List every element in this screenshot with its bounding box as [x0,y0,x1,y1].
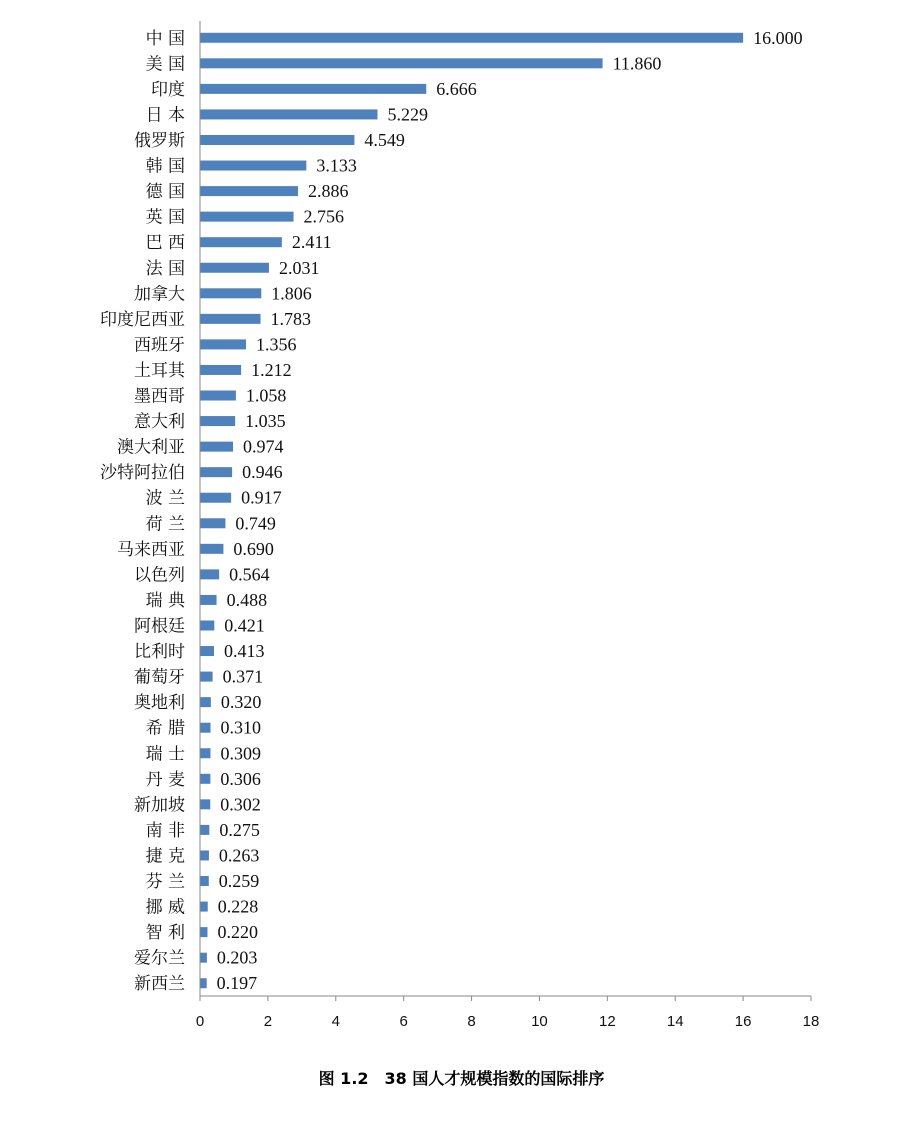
bar [200,212,294,222]
x-axis-ticks [196,996,820,1030]
bar [200,850,209,860]
category-label: 以色列 [134,565,185,586]
bar [200,544,223,554]
value-label: 1.806 [271,283,312,304]
category-label: 希 腊 [145,718,185,739]
bar [200,672,213,682]
x-tick-label: 12 [598,1013,616,1030]
category-label: 澳大利亚 [117,437,185,458]
category-label: 爱尔兰 [134,948,185,969]
bar [200,416,235,426]
bars-group [200,33,743,988]
value-label: 1.356 [256,334,297,355]
category-label: 新西兰 [134,974,185,995]
category-label: 南 非 [145,820,185,841]
category-label: 中 国 [145,28,185,49]
category-label: 沙特阿拉伯 [100,463,185,484]
value-label: 0.306 [220,768,261,789]
value-label: 0.203 [216,947,258,968]
x-tick-label: 14 [666,1013,684,1030]
value-label: 16.000 [753,27,803,48]
category-label: 挪 威 [145,897,185,918]
value-label: 0.974 [243,436,284,457]
bar [200,314,261,324]
value-label: 0.310 [220,717,262,738]
x-tick-label: 16 [734,1013,752,1030]
value-label: 0.309 [220,743,261,764]
bar [200,84,426,94]
x-tick-label: 18 [802,1013,820,1030]
category-label: 葡萄牙 [134,667,185,688]
category-label: 法 国 [145,258,185,279]
category-label: 巴 西 [145,233,185,254]
category-label: 印度 [151,79,185,100]
figure-caption: 图 1.2 38 国人才规模指数的国际排序 [318,1069,605,1088]
bar [200,365,241,375]
category-label: 西班牙 [134,335,185,356]
category-label: 加拿大 [134,284,185,305]
value-label: 1.783 [270,308,312,329]
bar [200,391,236,401]
category-label: 阿根廷 [134,616,185,637]
category-label: 德 国 [145,182,185,203]
category-label: 俄罗斯 [134,130,185,151]
value-label: 0.421 [224,615,265,636]
value-label: 1.058 [245,385,287,406]
category-label: 比利时 [134,642,185,663]
bar [200,58,603,68]
category-label: 波 兰 [145,488,185,509]
bar [200,902,208,912]
bar [200,493,231,503]
category-label: 智 利 [145,923,185,944]
bar [200,288,261,298]
value-label: 0.946 [242,462,283,483]
value-label: 6.666 [436,78,477,99]
bar [200,135,354,145]
bar [200,799,210,809]
bar [200,978,207,988]
category-labels [100,29,186,994]
value-label: 11.860 [612,53,662,74]
category-label: 芬 兰 [145,872,185,893]
x-tick-label: 6 [399,1013,408,1030]
value-label: 0.413 [224,641,265,662]
bar [200,748,210,758]
category-label: 土耳其 [134,360,185,381]
category-label: 捷 克 [145,846,185,867]
bar [200,442,233,452]
value-label: 1.212 [251,359,292,380]
category-label: 墨西哥 [134,386,185,407]
category-label: 丹 麦 [145,769,185,790]
bar [200,263,269,273]
value-label: 0.259 [218,871,260,892]
bar [200,953,207,963]
x-tick-label: 4 [331,1013,340,1030]
bar [200,697,211,707]
category-label: 印度尼西亚 [100,309,185,330]
bar [200,467,232,477]
bar [200,927,207,937]
x-tick-label: 0 [195,1013,205,1030]
value-label: 0.371 [222,666,264,687]
category-label: 日 本 [145,105,185,126]
value-label: 5.229 [387,104,428,125]
category-label: 新加坡 [134,795,185,816]
value-labels [217,28,803,993]
bar [200,774,210,784]
value-label: 2.031 [278,257,320,278]
category-label: 马来西亚 [117,539,185,560]
bar [200,876,209,886]
value-label: 0.228 [217,896,259,917]
value-label: 0.275 [219,819,260,840]
category-label: 瑞 典 [145,590,185,611]
value-label: 0.690 [233,538,274,559]
bar [200,620,214,630]
bar [200,825,209,835]
value-label: 2.411 [291,232,332,253]
x-tick-label: 8 [467,1013,476,1030]
category-label: 英 国 [145,207,185,228]
value-label: 4.549 [364,129,405,150]
bar [200,595,217,605]
x-tick-label: 2 [263,1013,273,1030]
value-label: 0.749 [235,513,276,534]
category-label: 韩 国 [145,156,185,177]
category-label: 美 国 [145,54,185,75]
bar [200,161,306,171]
value-label: 0.564 [229,564,270,585]
x-tick-label: 10 [531,1013,548,1030]
value-label: 2.756 [303,206,345,227]
bar [200,237,282,247]
value-label: 0.220 [217,922,258,943]
category-label: 瑞 士 [145,744,185,765]
bar [200,569,219,579]
value-label: 3.133 [316,155,357,176]
bar [200,33,743,43]
bar [200,109,377,119]
value-label: 0.263 [218,845,260,866]
bar [200,723,211,733]
value-label: 0.302 [220,794,261,815]
value-label: 1.035 [245,411,286,432]
value-label: 0.488 [226,589,268,610]
bar [200,518,225,528]
bar [200,186,298,196]
category-label: 奥地利 [134,693,185,714]
value-label: 0.197 [216,973,258,994]
value-label: 0.917 [241,487,282,508]
bar [200,646,214,656]
bar [200,339,246,349]
category-label: 意大利 [134,412,185,433]
value-label: 2.886 [307,181,349,202]
category-label: 荷 兰 [145,514,185,535]
value-label: 0.320 [220,692,262,713]
